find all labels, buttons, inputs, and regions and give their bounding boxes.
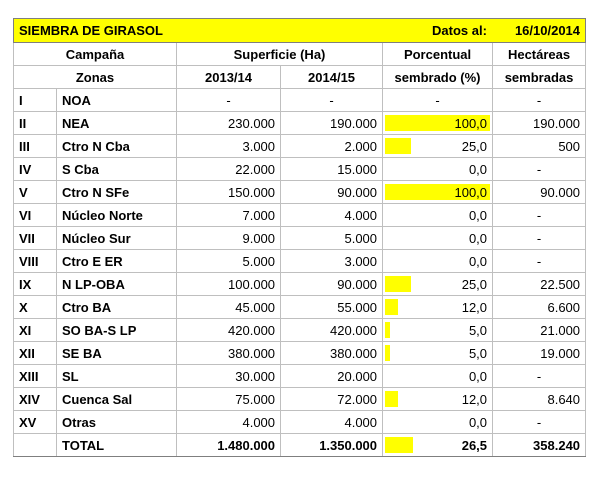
percent-bar <box>385 299 398 315</box>
header-row-1 <box>14 43 586 66</box>
percent-header: Porcentual <box>383 43 493 66</box>
zone-name: SO BA-S LP <box>57 319 177 342</box>
surface-2014-15: 2.000 <box>281 135 383 158</box>
zone-number: VII <box>14 227 57 250</box>
percent-cell <box>383 158 493 181</box>
zone-number: IX <box>14 273 57 296</box>
surface-2014-15: 4.000 <box>281 204 383 227</box>
percent-sown: 12,0 <box>461 391 488 407</box>
campaign-header: Campaña <box>14 43 177 66</box>
percent-sown: 0,0 <box>468 230 488 246</box>
surface-2014-15: 15.000 <box>281 158 383 181</box>
title-row <box>14 19 586 43</box>
percent-cell <box>383 181 493 204</box>
percent-bar <box>385 391 398 407</box>
zone-number: IV <box>14 158 57 181</box>
zone-number: XII <box>14 342 57 365</box>
surface-2014-15: 55.000 <box>281 296 383 319</box>
surface-2013-14: 75.000 <box>177 388 281 411</box>
hectares-sown: - <box>493 365 586 388</box>
percent-bar <box>385 138 411 154</box>
surface-2014-15: 4.000 <box>281 411 383 434</box>
sowing-table <box>13 18 586 457</box>
percent-sown: 5,0 <box>468 345 488 361</box>
year2-header: 2014/15 <box>281 66 383 89</box>
surface-2013-14: 7.000 <box>177 204 281 227</box>
zone-number: VI <box>14 204 57 227</box>
table-row <box>14 411 586 434</box>
zone-number: XV <box>14 411 57 434</box>
percent-bar <box>385 322 390 338</box>
table-row <box>14 365 586 388</box>
hectares-sown: 500 <box>493 135 586 158</box>
table-row <box>14 342 586 365</box>
zone-name: SL <box>57 365 177 388</box>
table-row <box>14 204 586 227</box>
percent-sown: 0,0 <box>468 207 488 223</box>
total-year2: 1.350.000 <box>281 434 383 457</box>
table-row <box>14 112 586 135</box>
zone-number: V <box>14 181 57 204</box>
zone-name: NOA <box>57 89 177 112</box>
surface-2014-15: 72.000 <box>281 388 383 411</box>
date-label: Datos al: <box>432 23 487 38</box>
total-label: TOTAL <box>57 434 177 457</box>
year1-header: 2013/14 <box>177 66 281 89</box>
table-row <box>14 273 586 296</box>
hectares-header: Hectáreas <box>493 43 586 66</box>
table-row <box>14 158 586 181</box>
report-date <box>281 19 586 43</box>
zones-header: Zonas <box>14 66 177 89</box>
hectares-sown: 21.000 <box>493 319 586 342</box>
percent-sown: 0,0 <box>468 161 488 177</box>
zone-name: Núcleo Sur <box>57 227 177 250</box>
hectares-sown: - <box>493 250 586 273</box>
percent-sown: 25,0 <box>461 138 488 154</box>
surface-2014-15: 190.000 <box>281 112 383 135</box>
surface-2013-14: 380.000 <box>177 342 281 365</box>
total-hectares: 358.240 <box>493 434 586 457</box>
percent-cell <box>383 342 493 365</box>
zone-number: I <box>14 89 57 112</box>
percent-cell <box>383 250 493 273</box>
surface-2013-14: 30.000 <box>177 365 281 388</box>
sunflower-sowing-report <box>13 18 585 457</box>
total-row <box>14 434 586 457</box>
zone-name: Ctro BA <box>57 296 177 319</box>
total-roman-cell <box>14 434 57 457</box>
hectares-sown: 22.500 <box>493 273 586 296</box>
percent-cell <box>383 296 493 319</box>
header-row-2 <box>14 66 586 89</box>
hectares-sown: 8.640 <box>493 388 586 411</box>
zone-number: II <box>14 112 57 135</box>
hectares-sown: - <box>493 227 586 250</box>
surface-2013-14: - <box>177 89 281 112</box>
hectares-sown: - <box>493 89 586 112</box>
percent-sown: - <box>435 92 440 108</box>
hectares-sown: - <box>493 158 586 181</box>
percent-sown: 25,0 <box>461 276 488 292</box>
table-row <box>14 181 586 204</box>
table-row <box>14 89 586 112</box>
percent-subheader: sembrado (%) <box>383 66 493 89</box>
percent-cell <box>383 89 493 112</box>
percent-bar <box>385 276 411 292</box>
table-row <box>14 319 586 342</box>
percent-cell <box>383 273 493 296</box>
zone-name: Núcleo Norte <box>57 204 177 227</box>
zone-number: XIV <box>14 388 57 411</box>
zone-name: SE BA <box>57 342 177 365</box>
percent-bar <box>385 345 390 361</box>
surface-2014-15: 90.000 <box>281 273 383 296</box>
zone-name: Ctro N Cba <box>57 135 177 158</box>
percent-sown: 0,0 <box>468 368 488 384</box>
surface-2013-14: 150.000 <box>177 181 281 204</box>
hectares-sown: - <box>493 204 586 227</box>
surface-2013-14: 3.000 <box>177 135 281 158</box>
surface-2014-15: 90.000 <box>281 181 383 204</box>
percent-sown: 100,0 <box>454 115 488 131</box>
percent-cell <box>383 411 493 434</box>
table-row <box>14 135 586 158</box>
hectares-sown: 190.000 <box>493 112 586 135</box>
table-row <box>14 250 586 273</box>
zone-name: Otras <box>57 411 177 434</box>
surface-2013-14: 4.000 <box>177 411 281 434</box>
total-percent: 26,5 <box>461 437 488 453</box>
zone-name: Cuenca Sal <box>57 388 177 411</box>
total-year1: 1.480.000 <box>177 434 281 457</box>
surface-2014-15: 380.000 <box>281 342 383 365</box>
zone-number: VIII <box>14 250 57 273</box>
table-row <box>14 388 586 411</box>
total-percent-bar <box>385 437 413 453</box>
percent-cell <box>383 388 493 411</box>
surface-2013-14: 45.000 <box>177 296 281 319</box>
surface-2013-14: 230.000 <box>177 112 281 135</box>
surface-2013-14: 100.000 <box>177 273 281 296</box>
zone-number: XIII <box>14 365 57 388</box>
percent-cell <box>383 365 493 388</box>
hectares-sown: 6.600 <box>493 296 586 319</box>
report-title: SIEMBRA DE GIRASOL <box>14 19 281 43</box>
percent-cell <box>383 135 493 158</box>
percent-sown: 0,0 <box>468 253 488 269</box>
surface-2014-15: 20.000 <box>281 365 383 388</box>
surface-2014-15: 5.000 <box>281 227 383 250</box>
zone-number: III <box>14 135 57 158</box>
zone-name: Ctro N SFe <box>57 181 177 204</box>
zone-name: N LP-OBA <box>57 273 177 296</box>
percent-sown: 0,0 <box>468 414 488 430</box>
hectares-subheader: sembradas <box>493 66 586 89</box>
zone-name: Ctro E ER <box>57 250 177 273</box>
zone-number: XI <box>14 319 57 342</box>
percent-cell <box>383 204 493 227</box>
percent-cell <box>383 112 493 135</box>
surface-2014-15: 420.000 <box>281 319 383 342</box>
surface-2013-14: 5.000 <box>177 250 281 273</box>
zone-name: S Cba <box>57 158 177 181</box>
surface-2013-14: 22.000 <box>177 158 281 181</box>
hectares-sown: 19.000 <box>493 342 586 365</box>
date-value: 16/10/2014 <box>514 23 581 38</box>
zone-name: NEA <box>57 112 177 135</box>
surface-2013-14: 9.000 <box>177 227 281 250</box>
percent-cell <box>383 319 493 342</box>
percent-sown: 5,0 <box>468 322 488 338</box>
percent-cell <box>383 227 493 250</box>
surface-header: Superficie (Ha) <box>177 43 383 66</box>
table-row <box>14 296 586 319</box>
percent-sown: 12,0 <box>461 299 488 315</box>
zone-rows <box>14 89 586 434</box>
total-percent-cell <box>383 434 493 457</box>
surface-2014-15: - <box>281 89 383 112</box>
surface-2013-14: 420.000 <box>177 319 281 342</box>
hectares-sown: - <box>493 411 586 434</box>
surface-2014-15: 3.000 <box>281 250 383 273</box>
zone-number: X <box>14 296 57 319</box>
percent-sown: 100,0 <box>454 184 488 200</box>
table-row <box>14 227 586 250</box>
hectares-sown: 90.000 <box>493 181 586 204</box>
